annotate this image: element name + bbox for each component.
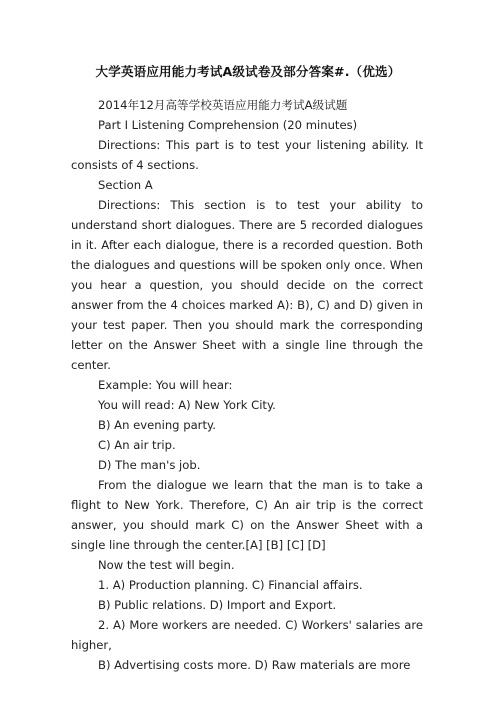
instruction-line: Now the test will begin. [98,558,235,572]
part-heading: Part I Listening Comprehension (20 minutes) [98,118,358,132]
example-option: D) The man's job. [98,458,201,472]
section-heading: Section A [98,178,153,192]
question-options: 1. A) Production planning. C) Financial affairs. [98,578,363,592]
document-title: 大学英语应用能力考试A级试卷及部分答案#.（优选） [95,64,401,79]
example-line: Example: You will hear: [98,378,233,392]
exam-heading: 2014年12月高等学校英语应用能力考试A级试题 [98,98,348,112]
question-options: B) Advertising costs more. D) Raw materials are more [98,658,411,672]
directions-paragraph: Directions: This section is to test your ability to understand short dialogues. There are 5 recorded dialogues in it. After each dialogue, there is a recorded question. Both the dialogues and questions will be spoken only once. When you hear a question, you should decide on the correct answer from the 4 choices marked A): B), C) and D) given in your test paper. Then you should mark the corresponding letter on the Answer Sheet with a single line through the center. [71,198,423,372]
question-options: B) Public relations. D) Import and Export. [98,598,337,612]
explanation-paragraph: From the dialogue we learn that the man is to take a flight to New York. Therefore, C) An air trip is the correct answer, you should mark C) on the Answer Sheet with a single line through the center.[A] [B] [C] [D] [71,478,423,552]
example-option: You will read: A) New York City. [98,398,276,412]
directions-paragraph: Directions: This part is to test your listening ability. It consists of 4 sections. [71,138,423,172]
question-options: 2. A) More workers are needed. C) Workers' salaries are higher, [71,618,423,652]
example-option: C) An air trip. [98,438,176,452]
document-body [71,95,423,675]
example-option: B) An evening party. [98,418,216,432]
